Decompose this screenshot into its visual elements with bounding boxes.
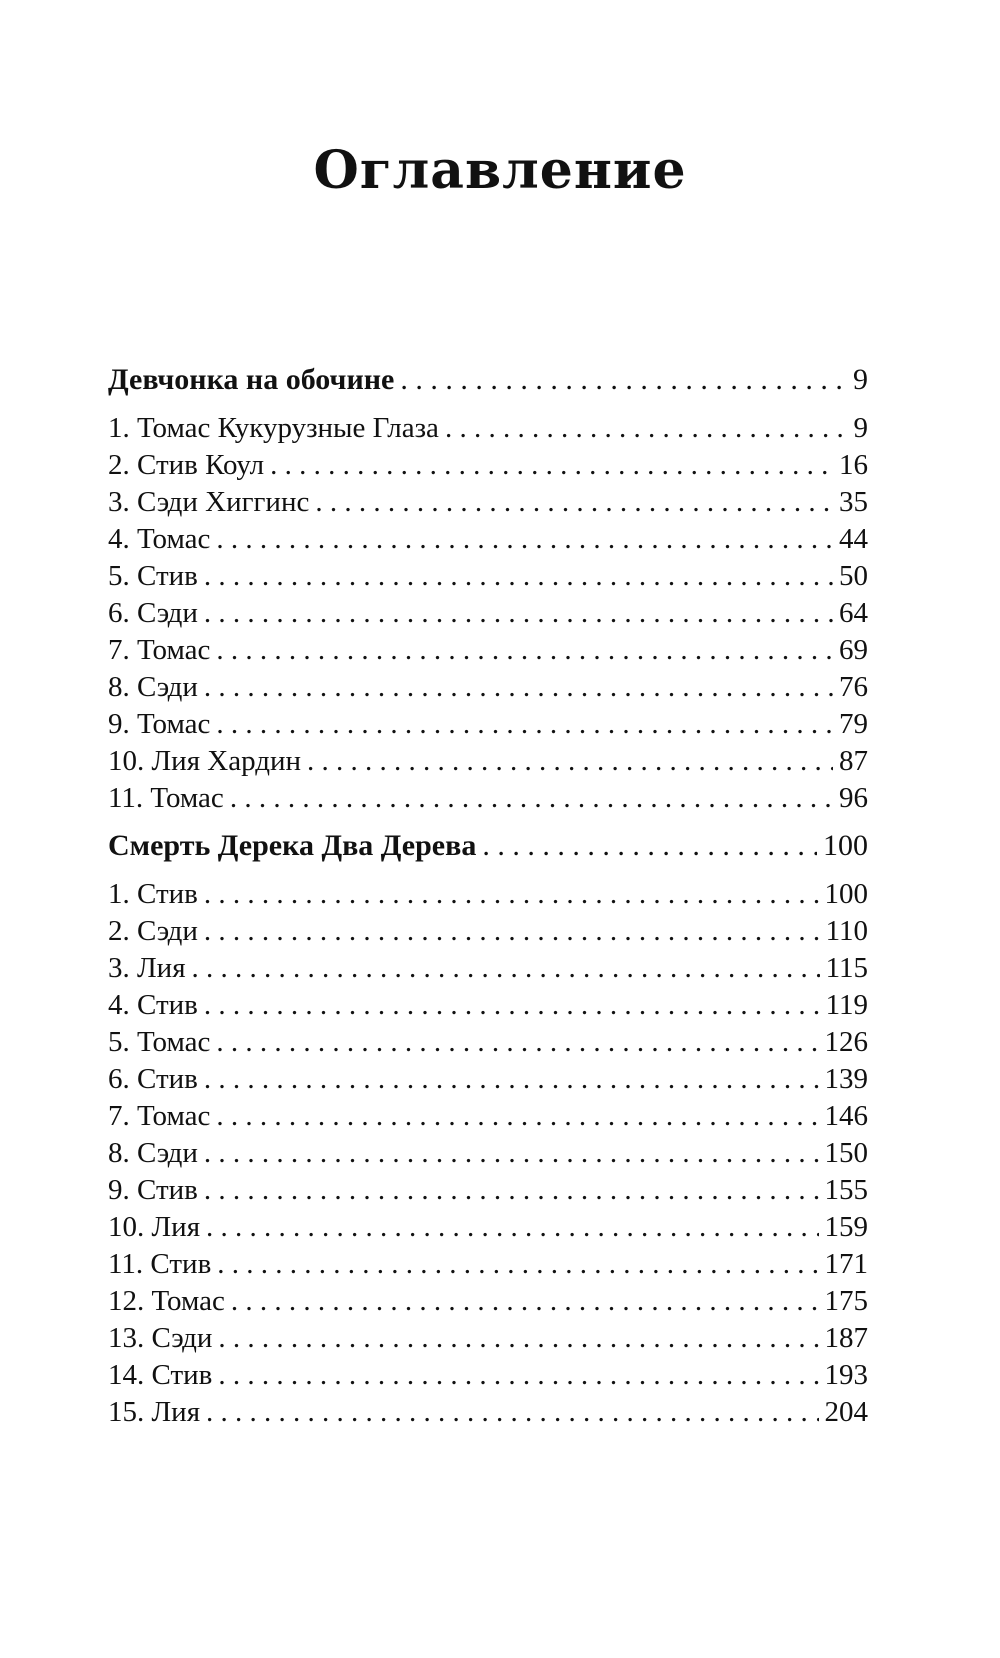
- part-header[interactable]: [108, 826, 868, 866]
- chapter-page-number: 150: [824, 1137, 868, 1169]
- chapter-page-number: 100: [824, 878, 868, 910]
- chapter-title: 13. Сэди: [108, 1322, 213, 1354]
- chapter-page-number: 155: [824, 1174, 868, 1206]
- chapter-title: 1. Стив: [108, 878, 198, 910]
- toc-entry[interactable]: [108, 876, 868, 913]
- part-title: Смерть Дерека Два Дерева: [108, 829, 477, 862]
- dot-leader: [192, 950, 820, 987]
- dot-leader: [204, 876, 819, 913]
- dot-leader: [216, 1024, 818, 1061]
- toc-entry[interactable]: [108, 706, 868, 743]
- toc-entry[interactable]: [108, 1394, 868, 1431]
- part-page-number: 9: [853, 363, 868, 396]
- chapter-page-number: 193: [824, 1359, 868, 1391]
- chapter-page-number: 96: [839, 782, 868, 814]
- toc-entry[interactable]: [108, 1098, 868, 1135]
- dot-leader: [204, 1172, 819, 1209]
- chapter-title: 12. Томас: [108, 1285, 225, 1317]
- dot-leader: [204, 913, 820, 950]
- dot-leader: [482, 826, 817, 866]
- toc-entry[interactable]: [108, 1320, 868, 1357]
- chapter-title: 3. Лия: [108, 952, 186, 984]
- chapter-page-number: 204: [824, 1396, 868, 1428]
- chapter-page-number: 79: [839, 708, 868, 740]
- chapter-title: 5. Стив: [108, 560, 198, 592]
- dot-leader: [230, 780, 833, 817]
- dot-leader: [216, 632, 833, 669]
- toc-entry[interactable]: [108, 743, 868, 780]
- dot-leader: [270, 447, 833, 484]
- toc-entry[interactable]: [108, 669, 868, 706]
- chapter-title: 6. Стив: [108, 1063, 198, 1095]
- page-title: Оглавление: [313, 140, 687, 201]
- chapter-title: 7. Томас: [108, 634, 211, 666]
- chapter-page-number: 110: [825, 915, 868, 947]
- toc-entry[interactable]: [108, 987, 868, 1024]
- dot-leader: [218, 1357, 818, 1394]
- chapter-page-number: 76: [839, 671, 868, 703]
- chapter-title: 1. Томас Кукурузные Глаза: [108, 412, 439, 444]
- chapter-title: 10. Лия: [108, 1211, 201, 1243]
- chapter-page-number: 139: [824, 1063, 868, 1095]
- chapter-page-number: 9: [853, 412, 868, 444]
- part-header[interactable]: [108, 360, 868, 400]
- chapter-title: 2. Сэди: [108, 915, 198, 947]
- chapter-page-number: 115: [825, 952, 868, 984]
- dot-leader: [218, 1320, 818, 1357]
- chapter-title: 4. Стив: [108, 989, 198, 1021]
- dot-leader: [307, 743, 833, 780]
- chapter-title: 8. Сэди: [108, 1137, 198, 1169]
- toc-entry[interactable]: [108, 595, 868, 632]
- chapter-page-number: 35: [839, 486, 868, 518]
- chapter-title: 8. Сэди: [108, 671, 198, 703]
- chapter-title: 9. Стив: [108, 1174, 198, 1206]
- chapter-page-number: 146: [824, 1100, 868, 1132]
- chapter-title: 15. Лия: [108, 1396, 201, 1428]
- chapter-page-number: 69: [839, 634, 868, 666]
- toc-entry[interactable]: [108, 447, 868, 484]
- chapter-page-number: 64: [839, 597, 868, 629]
- chapter-title: 4. Томас: [108, 523, 211, 555]
- chapter-page-number: 119: [825, 989, 868, 1021]
- dot-leader: [216, 521, 833, 558]
- toc-entry[interactable]: [108, 484, 868, 521]
- chapter-page-number: 187: [824, 1322, 868, 1354]
- chapter-title: 14. Стив: [108, 1359, 213, 1391]
- dot-leader: [400, 360, 847, 400]
- toc-entry[interactable]: [108, 1024, 868, 1061]
- dot-leader: [204, 669, 833, 706]
- chapter-page-number: 171: [824, 1248, 868, 1280]
- dot-leader: [231, 1283, 819, 1320]
- toc-entry[interactable]: [108, 1172, 868, 1209]
- chapter-title: 9. Томас: [108, 708, 211, 740]
- chapter-page-number: 159: [824, 1211, 868, 1243]
- toc-entry[interactable]: [108, 780, 868, 817]
- dot-leader: [216, 1098, 818, 1135]
- chapter-page-number: 16: [839, 449, 868, 481]
- toc-entry[interactable]: [108, 558, 868, 595]
- toc-part: [108, 360, 868, 817]
- toc-entry[interactable]: [108, 521, 868, 558]
- part-page-number: 100: [823, 829, 868, 862]
- chapter-title: 6. Сэди: [108, 597, 198, 629]
- dot-leader: [445, 410, 848, 447]
- dot-leader: [204, 987, 820, 1024]
- toc-entry[interactable]: [108, 950, 868, 987]
- dot-leader: [204, 1135, 819, 1172]
- toc-entry[interactable]: [108, 632, 868, 669]
- dot-leader: [204, 595, 833, 632]
- dot-leader: [206, 1209, 818, 1246]
- toc-entry[interactable]: [108, 1061, 868, 1098]
- toc-entry[interactable]: [108, 1246, 868, 1283]
- dot-leader: [217, 1246, 818, 1283]
- chapter-title: 5. Томас: [108, 1026, 211, 1058]
- chapter-title: 11. Стив: [108, 1248, 212, 1280]
- toc-entry[interactable]: [108, 1357, 868, 1394]
- chapter-page-number: 175: [824, 1285, 868, 1317]
- chapter-page-number: 87: [839, 745, 868, 777]
- toc-entry[interactable]: [108, 1283, 868, 1320]
- dot-leader: [204, 1061, 819, 1098]
- part-title: Девчонка на обочине: [108, 363, 395, 396]
- toc-entry[interactable]: [108, 410, 868, 447]
- chapter-page-number: 44: [839, 523, 868, 555]
- chapter-title: 10. Лия Хардин: [108, 745, 302, 777]
- dot-leader: [315, 484, 833, 521]
- chapter-page-number: 126: [824, 1026, 868, 1058]
- chapter-title: 7. Томас: [108, 1100, 211, 1132]
- dot-leader: [206, 1394, 818, 1431]
- chapter-title: 2. Стив Коул: [108, 449, 265, 481]
- toc-part: [108, 826, 868, 1431]
- chapter-title: 3. Сэди Хиггинс: [108, 486, 310, 518]
- dot-leader: [204, 558, 833, 595]
- toc-entry[interactable]: [108, 1209, 868, 1246]
- toc-entry[interactable]: [108, 1135, 868, 1172]
- toc-entry[interactable]: [108, 913, 868, 950]
- dot-leader: [216, 706, 833, 743]
- chapter-title: 11. Томас: [108, 782, 224, 814]
- chapter-page-number: 50: [839, 560, 868, 592]
